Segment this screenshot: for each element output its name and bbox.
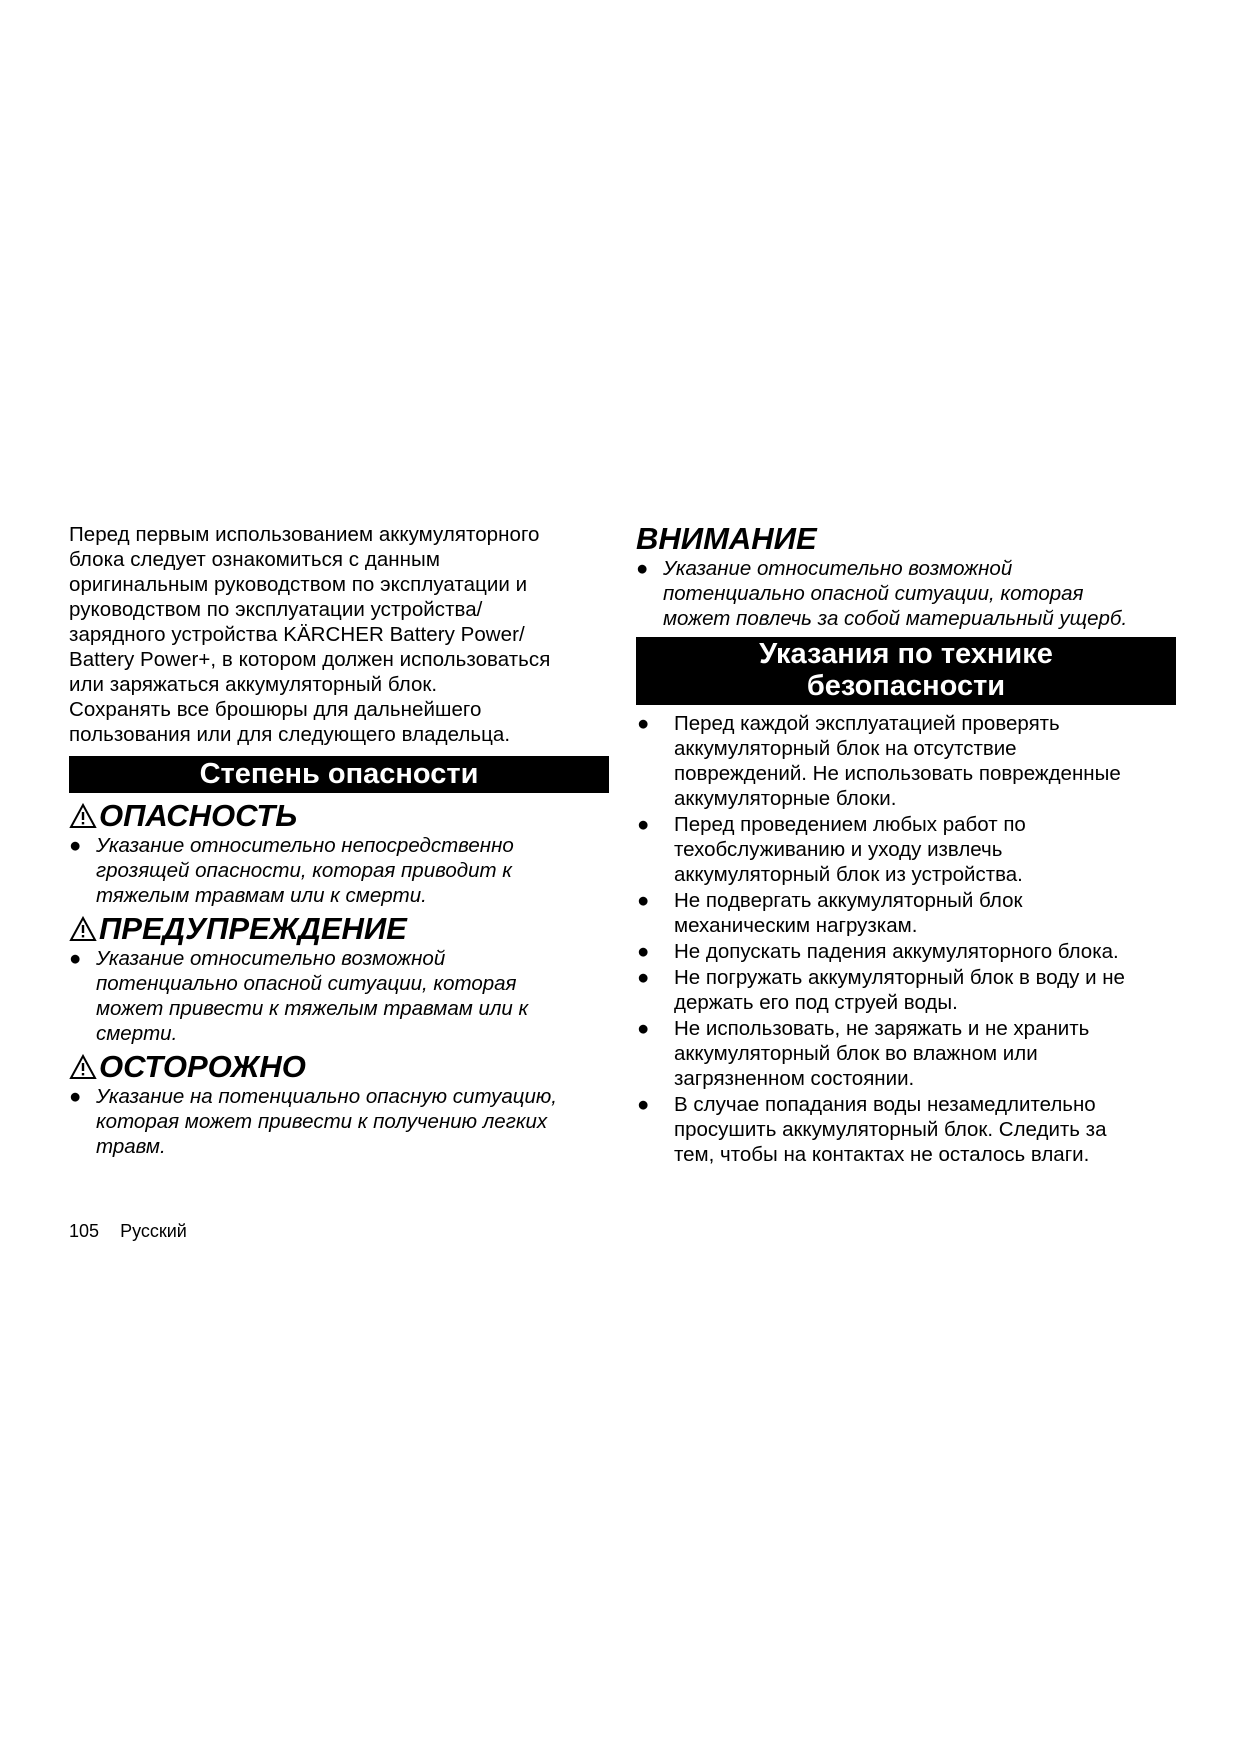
safety-title xyxy=(636,637,1176,705)
safety-item-line: аккумуляторные блоки. xyxy=(674,787,897,810)
list-item xyxy=(636,1092,1176,1167)
warning-note-line: смерти. xyxy=(96,1022,178,1045)
bullet-icon: ● xyxy=(637,889,650,912)
safety-item-line: техобслуживанию и уходу извлечь xyxy=(674,838,1003,861)
intro-line: руководством по эксплуатации устройства/ xyxy=(69,598,483,621)
warning-triangle-icon xyxy=(69,916,97,942)
safety-item-line: повреждений. Не использовать поврежденные xyxy=(674,762,1121,785)
attention-heading xyxy=(636,522,1176,556)
bullet-icon: ● xyxy=(637,1093,650,1116)
danger-note-line: грозящей опасности, которая приводит к xyxy=(96,859,512,882)
warning-note-line: Указание относительно возможной xyxy=(96,947,446,970)
bullet-icon: ● xyxy=(69,947,82,970)
safety-item-line: аккумуляторный блок из устройства. xyxy=(674,863,1023,886)
list-item xyxy=(636,1016,1176,1091)
bullet-icon: ● xyxy=(637,1017,650,1040)
safety-item-line: Перед каждой эксплуатацией проверять xyxy=(674,712,1060,735)
safety-item-line: Не использовать, не заряжать и не хранить xyxy=(674,1017,1090,1040)
danger-note-line: Указание относительно непосредственно xyxy=(96,834,514,857)
warning-note xyxy=(69,946,609,1046)
right-column xyxy=(636,522,1176,1168)
intro-line: оригинальным руководством по эксплуатации и xyxy=(69,573,528,596)
list-item xyxy=(636,888,1176,938)
warning-heading-text: ПРЕДУПРЕЖДЕНИЕ xyxy=(99,911,407,946)
safety-item-line: В случае попадания воды незамедлительно xyxy=(674,1093,1096,1116)
bullet-icon: ● xyxy=(637,712,650,735)
attention-note-line: потенциально опасной ситуации, которая xyxy=(663,582,1084,605)
safety-item-line: аккумуляторный блок на отсутствие xyxy=(674,737,1017,760)
safety-item-line: Перед проведением любых работ по xyxy=(674,813,1026,836)
intro-line: пользования или для следующего владельца. xyxy=(69,723,511,746)
safety-item-line: Не подвергать аккумуляторный блок xyxy=(674,889,1023,912)
warning-note-line: потенциально опасной ситуации, которая xyxy=(96,972,517,995)
bullet-icon: ● xyxy=(637,940,650,963)
bullet-icon: ● xyxy=(69,1085,82,1108)
danger-heading xyxy=(69,799,609,833)
caution-heading xyxy=(69,1050,609,1084)
safety-title-line: безопасности xyxy=(806,670,1006,702)
safety-item-line: Не погружать аккумуляторный блок в воду и не xyxy=(674,966,1125,989)
danger-note xyxy=(69,833,609,908)
intro-paragraph xyxy=(69,522,609,747)
language-label: Русский xyxy=(120,1221,187,1241)
left-column xyxy=(69,522,609,1163)
intro-line: Сохранять все брошюры для дальнейшего xyxy=(69,698,482,721)
safety-list xyxy=(636,711,1176,1167)
page-number: 105 xyxy=(69,1221,100,1241)
list-item xyxy=(636,965,1176,1015)
intro-line: Battery Power+, в котором должен использоваться xyxy=(69,648,551,671)
safety-item-line: механическим нагрузкам. xyxy=(674,914,918,937)
intro-line: Перед первым использованием аккумуляторного xyxy=(69,523,540,546)
attention-note xyxy=(636,556,1176,631)
safety-item-line: аккумуляторный блок во влажном или xyxy=(674,1042,1038,1065)
warning-note-line: может привести к тяжелым травмам или к xyxy=(96,997,529,1020)
caution-heading-text: ОСТОРОЖНО xyxy=(99,1049,306,1084)
safety-item-line: держать его под струей воды. xyxy=(674,991,958,1014)
hazard-levels-title: Степень опасности xyxy=(69,756,609,793)
attention-heading-text: ВНИМАНИЕ xyxy=(636,521,817,556)
warning-triangle-icon xyxy=(69,803,97,829)
danger-heading-text: ОПАСНОСТЬ xyxy=(99,798,298,833)
danger-note-line: тяжелым травмам или к смерти. xyxy=(96,884,427,907)
warning-heading xyxy=(69,912,609,946)
caution-note-line: которая может привести к получению легких xyxy=(96,1110,548,1133)
page-footer xyxy=(69,1220,187,1242)
safety-title-line: Указания по технике xyxy=(759,638,1053,670)
attention-note-line: Указание относительно возможной xyxy=(663,557,1013,580)
safety-item-line: Не допускать падения аккумуляторного блока. xyxy=(674,940,1119,963)
caution-note-line: Указание на потенциально опасную ситуацию, xyxy=(96,1085,557,1108)
list-item xyxy=(636,939,1176,964)
list-item xyxy=(636,812,1176,887)
intro-line: или заряжаться аккумуляторный блок. xyxy=(69,673,438,696)
bullet-icon: ● xyxy=(69,834,82,857)
safety-item-line: загрязненном состоянии. xyxy=(674,1067,915,1090)
safety-item-line: просушить аккумуляторный блок. Следить за xyxy=(674,1118,1107,1141)
bullet-icon: ● xyxy=(637,813,650,836)
safety-item-line: тем, чтобы на контактах не осталось влаги. xyxy=(674,1143,1090,1166)
caution-note xyxy=(69,1084,609,1159)
intro-line: зарядного устройства KÄRCHER Battery Power/ xyxy=(69,623,525,646)
attention-note-line: может повлечь за собой материальный ущерб. xyxy=(663,607,1128,630)
list-item xyxy=(636,711,1176,811)
bullet-icon: ● xyxy=(636,557,649,580)
intro-line: блока следует ознакомиться с данным xyxy=(69,548,440,571)
bullet-icon: ● xyxy=(637,966,650,989)
warning-triangle-icon xyxy=(69,1054,97,1080)
caution-note-line: травм. xyxy=(96,1135,166,1158)
